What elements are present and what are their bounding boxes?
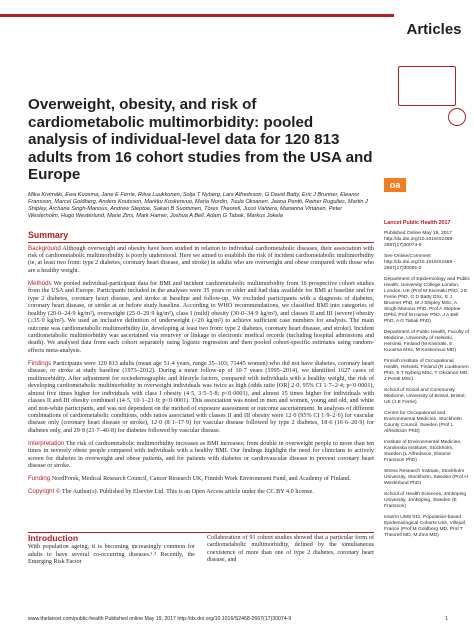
- affiliation: Inserm UMS 011, Population-based Epidemiological Cohorts Unit, Villejuif, France (Prof M Goldberg MD, Prof T Theorell MD, M Zins MD): [384, 515, 467, 538]
- intro-col-2: [207, 535, 374, 567]
- summary-section: [28, 280, 374, 356]
- section-lead: Background: [28, 244, 61, 252]
- author-list: Mika Kivimäki, Ewa Kuosma, Jane E Ferrie, Ritva Luukkonen, Solja T Nyberg, Lars Alfredsson, G David Batty, Eric J Brunner, Eleanor Fransson, Marcel Goldberg, Anders Knutsson, Markku Koskenvuo, Maria Nordin, Tuula Oksanen, Jaana Pentti, Reiner Rugulies, Martin J Shipley, Archana Singh-Manoux, Andrew Steptoe, Sakari B Suominen, Töres Theorell, Jussi Vahtera, Marianna Virtanen, Peter Westerholm, Hugo Westerlund, Marie Zins, Mark Hamer, Joshua A Bell, Adam G Tabak, Markus Jokela: [28, 191, 368, 219]
- footer-citation[interactable]: www.thelancet.com/public-health Published online May 19, 2017 http://dx.doi.org/10.1016/S2468-2667(17)30074-9: [28, 616, 292, 622]
- section-lead: Copyright: [28, 488, 55, 496]
- section-text: The risk of cardiometabolic multimorbidity increases as BMI increases; from double in overweight people to more than ten times in severely obese people compared with individuals with a healthy BMI. Our findings highlight the need for clinicians to actively screen for diabetes in overweight and obese patients, and for patients with diabetes or cardiovascular disease to prevent coronary heart disease or stroke.: [28, 440, 374, 470]
- sidebar-meta: [384, 220, 470, 544]
- section-text: NordForsk, Medical Research Council, Cancer Research UK, Finnish Work Environment Fund, and Academy of Finland.: [50, 476, 351, 483]
- intro-text-1: With population ageing, it is becoming increasingly common for adults to have several co-occurring diseases.¹˒² Recently, the Emerging Risk Factor: [28, 544, 195, 566]
- section-lead: Methods: [28, 279, 52, 287]
- intro-col-1: [28, 535, 195, 567]
- journal-header: [0, 0, 474, 44]
- sidebar: [384, 62, 470, 114]
- summary-section: [28, 360, 374, 436]
- crossmark-icon[interactable]: [448, 108, 466, 126]
- affiliation: Department of Public Health, Faculty of Medicine, University of Helsinki, Helsinki, Finland (M Kivimäki, E Kuosma MSc, M Koskenvuo MD): [384, 330, 470, 353]
- article-main: [28, 96, 374, 501]
- section-text: Participants were 120 813 adults (mean age 51·4 years, range 35–103; 71445 women) who did not have diabetes, coronary heart disease, or stroke at study baseline (1973–2012). During a mean follow-up of 10·7 years (1995–2014), we identified 1627 cases of multimorbidity. After adjustment for sociodemographic and lifestyle factors, compared with individuals with a healthy weight, the risk of developing cardiometabolic multimorbidity in overweight individuals was twice as high (odds ratio [OR] 2·0, 95% CI 1·7–2·4; p<0·0001), almost five times higher for individuals with class I obesity (4·5, 3·5–5·8; p<0·0001), and almost 15 times higher for individuals with classes II and III obesity combined (14·5, 10·1–21·0; p<0·0001). This association was noted in men and women, young and old, and white and non-white participants, and was not dependent on the method of exposure assessment or outcome ascertainment. In analyses of different combinations of cardiometabolic conditions, odds ratios associated with classes II and III obesity were 12·0 (95% CI 1·9–2·6) for vascular disease only (coronary heart disease or stroke), 12·0 (8·1–17·9) for vascular disease followed by type 2 diabetes, 18·6 (16·6–20·9) for diabetes only, and 29·8 (21·7–40·8) for diabetes followed by vascular disease.: [28, 360, 374, 434]
- see-comment[interactable]: See Online/Comment http://dx.doi.org/10.1016/S2468-2667(17)30091-2: [384, 254, 454, 271]
- logo-area: [384, 62, 470, 110]
- intro-heading: Introduction: [28, 533, 79, 543]
- introduction: [28, 532, 374, 567]
- affiliations: [384, 277, 470, 539]
- section-text: Although overweight and obesity have been studied in relation to individual cardiometabolic diseases, their association with risk of cardiometabolic multimorbidity is poorly understood. Here we aimed to establish the risk of incident cardiometabolic multimorbidity (ie, at least two from: type 2 diabetes, coronary heart disease, and stroke) in adults who are overweight and obese compared with those who are a healthy weight.: [28, 245, 374, 274]
- summary-body: [28, 242, 374, 497]
- section-text: © The Author(s). Published by Elsevier Ltd. This is an Open Access article under the CC BY 4.0 license.: [54, 489, 314, 496]
- affiliation: Stress Research Institute, Stockholm University, Stockholm, Sweden (Prof H Westerlund PhD): [384, 469, 468, 486]
- summary-section: [28, 440, 374, 471]
- summary-section: [28, 245, 374, 276]
- section-lead: Interpretation: [28, 439, 65, 447]
- section-label: Articles: [394, 14, 474, 44]
- affiliation: Finnish Institute of Occupational Health, Helsinki, Finland (R Luukkonen PhD, S T Nyberg MSc, T Oksanen MD, J Pentti MSc): [384, 359, 469, 382]
- article-title: Overweight, obesity, and risk of cardiometabolic multimorbidity: pooled analysis of individual-level data for 120 813 adults from 16 cohort studies from the USA and Europe: [28, 96, 373, 183]
- section-lead: Funding: [28, 475, 51, 483]
- page-number: 1: [445, 616, 448, 622]
- affiliation: School of Social and Community Medicine, University of Bristol, Bristol, UK (J E Ferrie): [384, 388, 466, 405]
- summary-section: [28, 488, 374, 496]
- published-online[interactable]: Published Online May 19, 2017 http://dx.doi.org/10.1016/S2468-2667(17)30074-9: [384, 231, 454, 248]
- intro-text-2: Collaboration of 91 cohort studies showed that a particular form of cardiometabolic multimorbidity, defined by the simultaneous coexistence of more than one of type 2 diabetes, coronary heart disease, and: [207, 535, 374, 564]
- section-text: We pooled individual-participant data for BMI and incident cardiometabolic multimorbidity from 16 prospective cohort studies from the USA and Europe. Participants included in the analyses were 35 years or older and had data available for BMI at baseline and for type 2 diabetes, coronary heart disease, and stroke at baseline and follow-up. We excluded participants with a diagnosis of diabetes, coronary heart disease, or stroke at or before study baseline. According to WHO recommendations, we classified BMI into categories of healthy (20·0–24·9 kg/m²), overweight (25·0–29·9 kg/m²), class I (mild) obesity (30·0–34·9 kg/m²), and classes II and III (severe) obesity (≥35·0 kg/m²). We used an inclusive definition of underweight (<20 kg/m²) to achieve sufficient case numbers for analysis. The main outcome was cardiometabolic multimorbidity (ie, developing at least two from: type 2 diabetes, coronary heart disease, and stroke). Incident cardiometabolic multimorbidity was ascertained via resurvey or linkage to electronic medical records (including hospital admissions and death). We analysed data from each cohort separately using logistic regression and then pooled cohort-specific estimates using random-effects meta-analysis.: [28, 280, 374, 354]
- affiliation: Centre for Occupational and Environmental Medicine, Stockholm County Council, Sweden (Prof L Alfredsson PhD): [384, 411, 462, 434]
- affiliation: Department of Epidemiology and Public Health, University College London, London, UK (Prof M Kivimäki PhD, J E Ferrie PhD, G D Batty DSc, E J Brunner PhD, M J Shipley MSc, A Singh-Manoux PhD, Prof A Steptoe DPhil, Prof M Hamer PhD, J A Bell PhD, A G Tabak PhD): [384, 277, 470, 324]
- summary-heading: Summary: [28, 229, 69, 240]
- affiliation: School of Health Sciences, Jönköping University, Jönköping, Sweden (E Fransson): [384, 492, 467, 509]
- affiliation: Institute of Environmental Medicine, Karolinska Institutet, Stockholm, Sweden (L Alfredsson, Eleanor Fransson PhD): [384, 440, 462, 463]
- institution-logo: [398, 66, 456, 106]
- open-access-badge: oa: [384, 178, 406, 192]
- section-lead: Findings: [28, 359, 52, 367]
- page-footer: [28, 616, 448, 622]
- summary-section: [28, 475, 374, 483]
- journal-tag: Lancet Public Health 2017: [384, 220, 451, 226]
